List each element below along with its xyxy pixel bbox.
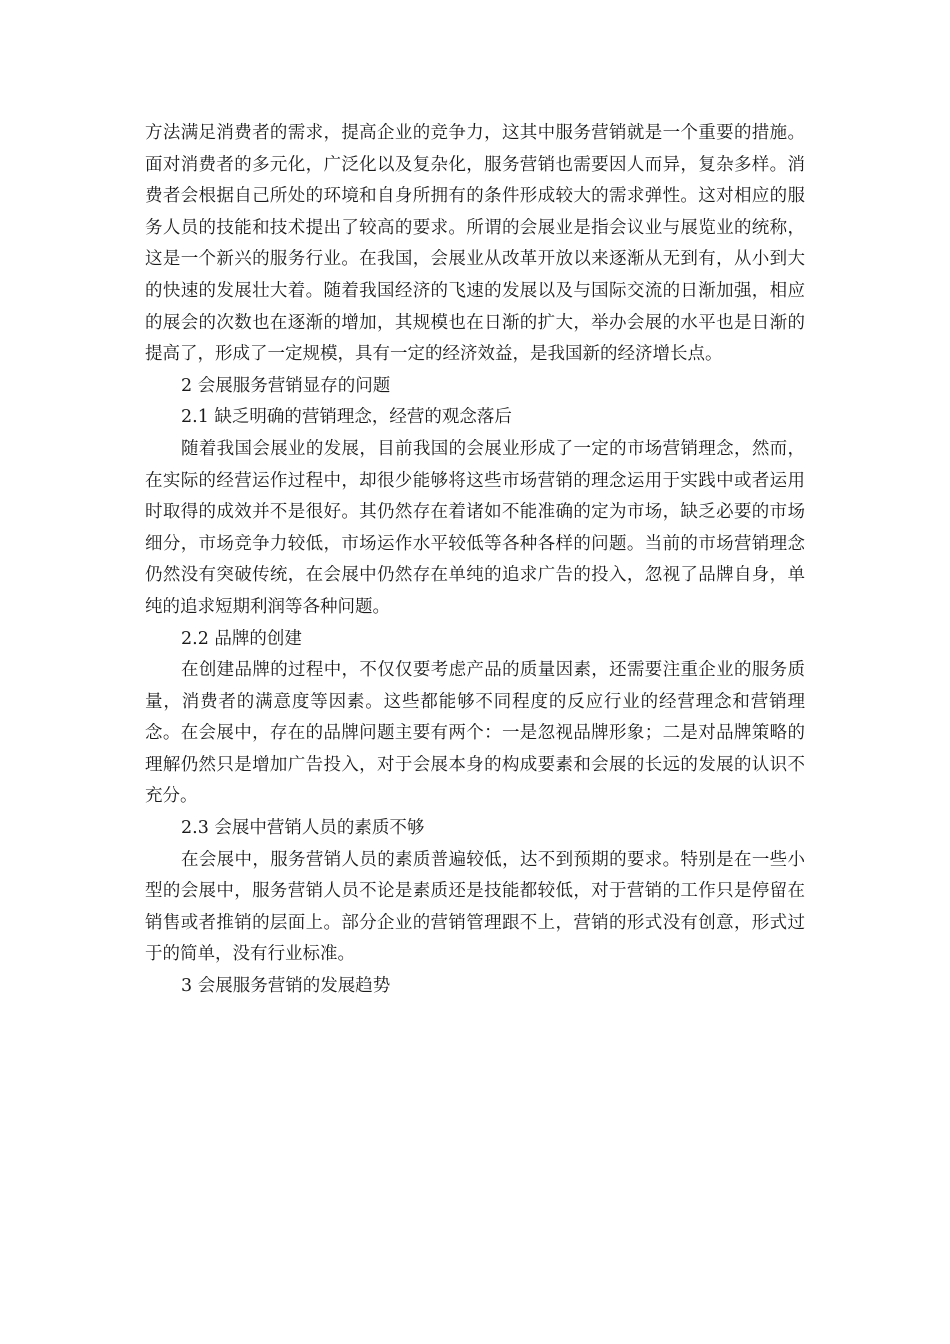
subsection-heading-2-3: 2.3 会展中营销人员的素质不够 (181, 818, 425, 839)
paragraph-2-2: 在创建品牌的过程中，不仅仅要考虑产品的质量因素，还需要注重企业的服务质量，消费者的满意度等因素。这些都能够不同程度的反应行业的经营理念和营销理念。在会展中，存在的品牌问题主要有两个：一是忽视品牌形象；二是对品牌策略的理解仍然只是增加广告投入，对于会展本身的构成要素和会展的长远的发展的认识不充分。 (145, 660, 805, 807)
paragraph-2-1: 随着我国会展业的发展，目前我国的会展业形成了一定的市场营销理念，然而，在实际的经营运作过程中，却很少能够将这些市场营销的理念运用于实践中或者运用时取得的成效并不是很好。其仍然存在着诸如不能准确的定为市场，缺乏必要的市场细分，市场竞争力较低，市场运作水平较低等各种各样的问题。当前的市场营销理念仍然没有突破传统，在会展中仍然存在单纯的追求广告的投入，忽视了品牌自身，单纯的追求短期利润等各种问题。 (145, 438, 805, 617)
paragraph-2-3: 在会展中，服务营销人员的素质普遍较低，达不到预期的要求。特别是在一些小型的会展中，服务营销人员不论是素质还是技能都较低，对于营销的工作只是停留在销售或者推销的层面上。部分企业的营销管理跟不上，营销的形式没有创意，形式过于的简单，没有行业标准。 (145, 849, 805, 965)
subsection-heading-2-2: 2.2 品牌的创建 (181, 628, 302, 649)
intro-paragraph: 方法满足消费者的需求，提高企业的竞争力，这其中服务营销就是一个重要的措施。面对消费者的多元化，广泛化以及复杂化，服务营销也需要因人而异，复杂多样。消费者会根据自己所处的环境和自身所拥有的条件形成较大的需求弹性。这对相应的服务人员的技能和技术提出了较高的要求。所谓的会展业是指会议业与展览业的统称，这是一个新兴的服务行业。在我国，会展业从改革开放以来逐渐从无到有，从小到大的快速的发展壮大着。随着我国经济的飞速的发展以及与国际交流的日渐加强，相应的展会的次数也在逐渐的增加，其规模也在日渐的扩大，举办会展的水平也是日渐的提高了，形成了一定规模，具有一定的经济效益，是我国新的经济增长点。 (145, 123, 805, 365)
subsection-heading-2-1: 2.1 缺乏明确的营销理念，经营的观念落后 (181, 407, 512, 428)
document-body (145, 118, 805, 1003)
section-heading-3: 3 会展服务营销的发展趋势 (181, 976, 391, 997)
section-heading-2: 2 会展服务营销显存的问题 (181, 375, 391, 396)
